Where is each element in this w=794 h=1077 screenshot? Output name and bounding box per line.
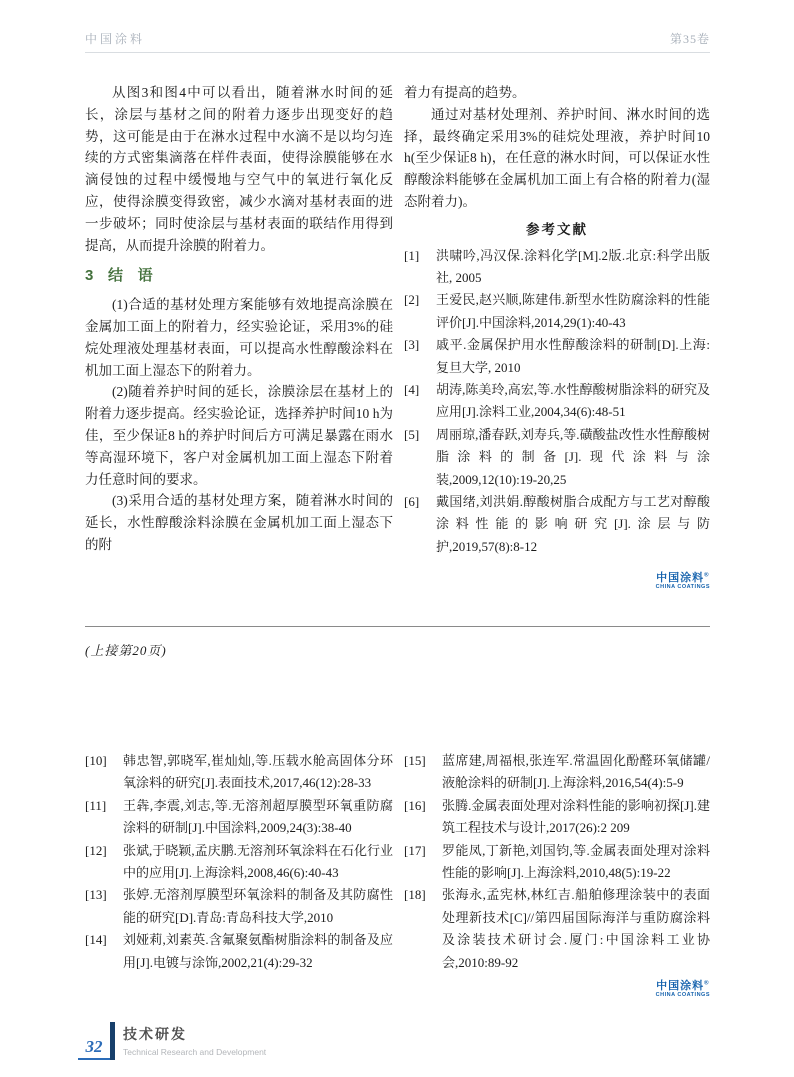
page-number: 32	[85, 1037, 103, 1056]
reference-text: 戚平.金属保护用水性醇酸涂料的研制[D].上海:复旦大学, 2010	[436, 337, 710, 375]
conclusion-section-heading: 3 结 语	[85, 267, 158, 285]
reference-item	[404, 424, 710, 491]
reference-number: [17]	[404, 842, 426, 858]
footer-divider-bar	[110, 1022, 115, 1060]
china-coatings-logo	[656, 980, 710, 998]
page-footer	[78, 1022, 266, 1060]
logo-english-text: CHINA COATINGS	[655, 584, 710, 591]
reference-number: [11]	[85, 797, 107, 813]
body-paragraph-continuation: 着力有提高的趋势。	[404, 85, 526, 100]
article-left-column	[85, 82, 393, 556]
reference-text: 罗能凤,丁新艳,刘国钧,等.金属表面处理对涂料性能的影响[J].上海涂料,2010,48(5):19-22	[442, 842, 710, 881]
summary-paragraph: 通过对基材处理剂、养护时间、淋水时间的选择，最终确定采用3%的硅烷处理液，养护时间10 h(至少保证8 h)，在任意的淋水时间，可以保证水性醇酸涂料能够在金属机加工面上有合格的附着力(湿态附着力)。	[404, 106, 710, 209]
reference-item	[404, 491, 710, 558]
references-list	[404, 750, 710, 974]
logo-chinese-text: 中国涂料®	[656, 572, 710, 585]
section-divider-rule	[85, 626, 710, 627]
footer-section-subtitle: Technical Research and Development	[123, 1047, 267, 1057]
reference-number: [5]	[404, 426, 420, 442]
reference-text: 戴国绪,刘洪娟.醇酸树脂合成配方与工艺对醇酸涂料性能的影响研究[J].涂层与防护,2019,57(8):8-12	[436, 494, 710, 554]
reference-number: [3]	[404, 337, 420, 353]
page-header	[85, 30, 710, 53]
continued-from-note: (上接第20页)	[85, 643, 167, 658]
reference-item	[85, 795, 393, 840]
references-list	[404, 245, 710, 559]
conclusion-point-1: (1)合适的基材处理方案能够有效地提高涂膜在金属加工面上的附着力，经实验论证，采用3%的硅烷处理液处理基材表面，可以提高水性醇酸涂料在机加工面上湿态下的附着力。	[85, 297, 393, 378]
reference-item	[404, 289, 710, 334]
reference-item	[404, 750, 710, 795]
page-number-box	[78, 1022, 110, 1060]
reference-item	[85, 929, 393, 974]
china-coatings-logo	[656, 572, 710, 590]
logo-chinese-text: 中国涂料®	[656, 980, 710, 993]
reference-number: [13]	[85, 887, 107, 903]
reference-text: 周丽琼,潘春跃,刘寿兵,等.磺酸盐改性水性醇酸树脂涂料的制备[J].现代涂料与涂装,2009,12(10):19-20,25	[436, 426, 710, 487]
logo-trademark-mark: ®	[704, 572, 710, 579]
reference-item	[85, 750, 393, 795]
reference-number: [18]	[404, 887, 426, 903]
reference-number: [6]	[404, 494, 420, 510]
reference-number: [14]	[85, 932, 107, 948]
reference-text: 胡涛,陈美玲,高宏,等.水性醇酸树脂涂料的研究及应用[J].涂料工业,2004,34(6):48-51	[436, 382, 710, 420]
reference-number: [4]	[404, 382, 420, 398]
reference-text: 刘娅莉,刘素英.含氟聚氨酯树脂涂料的制备及应用[J].电镀与涂饰,2002,21(4):29-32	[123, 932, 393, 970]
journal-name: 中国涂料	[85, 32, 146, 46]
reference-text: 蓝席建,周福根,张连军.常温固化酚醛环氧储罐/液舱涂料的研制[J].上海涂料,2016,54(4):5-9	[442, 753, 710, 791]
reference-item	[404, 795, 710, 840]
reference-item	[404, 334, 710, 379]
reference-text: 张腾.金属表面处理对涂料性能的影响初探[J].建筑工程技术与设计,2017(26):2 209	[442, 797, 710, 836]
reference-text: 张海永,孟宪林,林红吉.船舶修理涂装中的表面处理新技术[C]//第四届国际海洋与重防腐涂料及涂装技术研讨会.厦门:中国涂料工业协会,2010:89-92	[442, 887, 710, 970]
references-list	[85, 750, 393, 974]
reference-item	[404, 245, 710, 290]
reference-number: [2]	[404, 292, 420, 308]
references-heading: 参考文献	[526, 221, 588, 237]
reference-text: 韩忠智,郭晓军,崔灿灿,等.压载水舱高固体分环氧涂料的研究[J].表面技术,2017,46(12):28-33	[123, 753, 393, 791]
reference-number: [16]	[404, 797, 426, 813]
reference-number: [15]	[404, 753, 426, 768]
body-paragraph: 从图3和图4中可以看出，随着淋水时间的延长，涂层与基材之间的附着力逐步出现变好的趋势，这可能是由于在淋水过程中水滴不是以均匀连续的方式密集滴落在样件表面，使得涂膜能够在水滴侵蚀的过程中缓慢地与空气中的氧进行氧化反应，使得涂膜变得致密，减少水滴对基材表面的进一步破坏；同时使涂层与基材表面的联结作用得到提高，从而提升涂膜的附着力。	[85, 85, 393, 253]
reference-item	[404, 840, 710, 885]
footer-section-title: 技术研发	[123, 1026, 187, 1042]
conclusion-point-2: (2)随着养护时间的延长，涂膜涂层在基材上的附着力逐步提高。经实验论证，选择养护时间10 h为佳，至少保证8 h的养护时间后方可满足暴露在雨水等高湿环境下，客户对金属机加工面上湿态下附着力任意时间的要求。	[85, 384, 393, 487]
continued-references-right-column	[404, 750, 710, 1003]
logo-container	[404, 572, 710, 595]
reference-item	[85, 840, 393, 885]
logo-english-text: CHINA COATINGS	[655, 992, 710, 999]
reference-text: 王犇,李震,刘志,等.无溶剂超厚膜型环氧重防腐涂料的研制[J].中国涂料,2009,24(3):38-40	[123, 797, 393, 836]
logo-container	[404, 980, 710, 1003]
reference-item	[404, 884, 710, 974]
conclusion-point-3: (3)采用合适的基材处理方案，随着淋水时间的延长，水性醇酸涂料涂膜在金属机加工面上湿态下的附	[85, 493, 393, 552]
reference-item	[85, 884, 393, 929]
reference-text: 张婷.无溶剂厚膜型环氧涂料的制备及其防腐性能的研究[D].青岛:青岛科技大学,2010	[123, 887, 393, 925]
reference-text: 洪啸吟,冯汉保.涂料化学[M].2版.北京:科学出版社, 2005	[436, 247, 710, 285]
reference-item	[404, 379, 710, 424]
reference-number: [10]	[85, 753, 107, 768]
volume-label: 第35卷	[669, 32, 710, 46]
reference-text: 王爱民,赵兴顺,陈建伟.新型水性防腐涂料的性能评价[J].中国涂料,2014,29(1):40-43	[436, 292, 710, 330]
continued-references-left-column	[85, 750, 393, 974]
logo-trademark-mark: ®	[704, 980, 710, 987]
article-right-column	[404, 82, 710, 595]
reference-number: [12]	[85, 842, 107, 858]
reference-number: [1]	[404, 247, 420, 263]
reference-text: 张斌,于晓颖,孟庆鹏.无溶剂环氧涂料在石化行业中的应用[J].上海涂料,2008,46(6):40-43	[123, 842, 393, 881]
footer-section-block	[123, 1022, 266, 1060]
